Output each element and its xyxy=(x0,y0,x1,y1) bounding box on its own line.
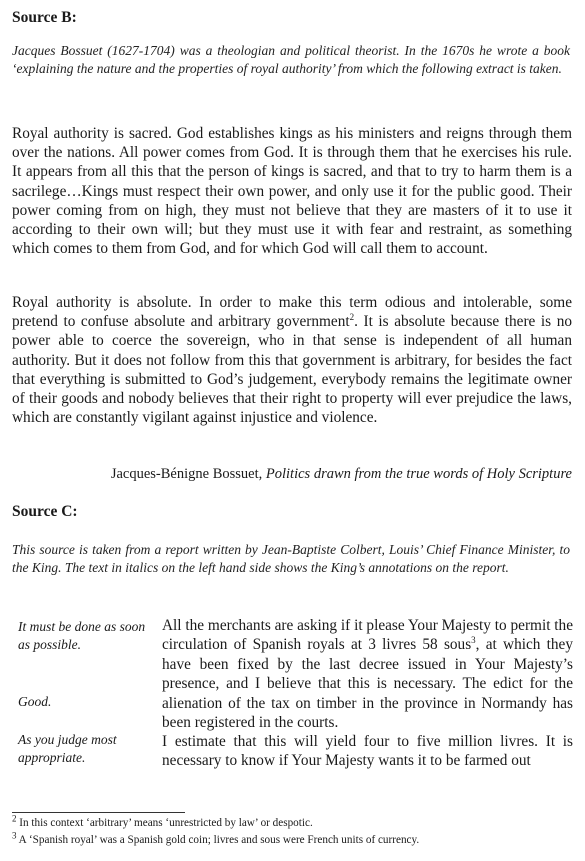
source-b-intro: Jacques Bossuet (1627-1704) was a theologian and political theorist. In the 1670s he wrote a book ‘explaining the nature and the properties of royal authority’ from which the following extract is taken. xyxy=(12,43,570,76)
paragraph-text: Royal authority is absolute. In order to make this term odious and intolerable, some pretend to confuse absolute and arbitrary government xyxy=(12,294,572,331)
footnote-divider xyxy=(12,812,185,813)
source-b-paragraph-1: Royal authority is sacred. God establishes kings as his ministers and reigns through them over the nations. All power comes from God. It is through them that he exercises his rule. It appears from all this that the person of kings is sacred, and that to try to harm them is a sacrilege…Kings must respect their own power, and only use it for the public good. Their power coming from on high, they must not believe that they are masters of it to use it according to their own will; but they must use it with fear and restraint, as something which comes to them from God, and for which God will call them to account. xyxy=(12,125,572,258)
attribution-title: Politics drawn from the true words of Holy Scripture xyxy=(265,466,572,482)
source-b-attribution xyxy=(12,466,572,483)
footnote xyxy=(12,830,577,846)
source-b-paragraph-2 xyxy=(12,293,572,427)
source-c-heading: Source C: xyxy=(12,503,78,520)
report-text: All the merchants are asking if it please Your Majesty to permit the circulation of Spanish royals at 3 livres 58 sous xyxy=(162,617,573,654)
king-annotation: As you judge most appropriate. xyxy=(18,732,117,765)
king-annotation: Good. xyxy=(18,694,52,709)
footnote-marker: 2 xyxy=(349,312,355,323)
attribution-author: Jacques-Bénigne Bossuet, xyxy=(110,466,266,482)
footnote-text: A ‘Spanish royal’ was a Spanish gold coin; livres and sous were French units of currency. xyxy=(16,834,420,846)
footnote-mark: 2 xyxy=(12,813,17,824)
colbert-report-text-continued: I estimate that this will yield four to five million livres. It is necessary to know if Your Majesty wants it to be farmed out xyxy=(162,733,573,770)
footnote xyxy=(12,813,577,829)
footnote-text: In this context ‘arbitrary’ means ‘unrestricted by law’ or despotic. xyxy=(16,817,313,829)
king-annotation: It must be done as soon as possible. xyxy=(18,619,146,652)
paragraph-text: . It is absolute because there is no power able to coerce the sovereign, who in that sense is independent of all human authority. But it does not follow from this that government is arbitrary, for besides the fact that everything is submitted to God’s judgement, everybody remains the legitimate owner of their goods and nobody believes that their right to property will ever prejudice the laws, which are constantly vigilant against injustice and violence. xyxy=(12,313,572,427)
footnote-mark: 3 xyxy=(12,830,17,841)
source-b-heading: Source B: xyxy=(12,9,77,26)
colbert-report-text xyxy=(162,616,573,732)
footnote-marker: 3 xyxy=(471,635,476,646)
source-c-intro: This source is taken from a report written by Jean-Baptiste Colbert, Louis’ Chief Finance Minister, to the King. The text in italics on the left hand side shows the King’s annotations on the report. xyxy=(12,542,570,575)
report-text: , at which they have been fixed by the last decree issued in Your Majesty’s presence, and I believe that this is necessary. The edict for the alienation of the tax on timber in the province in Normandy has been registered in the courts. xyxy=(162,636,573,732)
